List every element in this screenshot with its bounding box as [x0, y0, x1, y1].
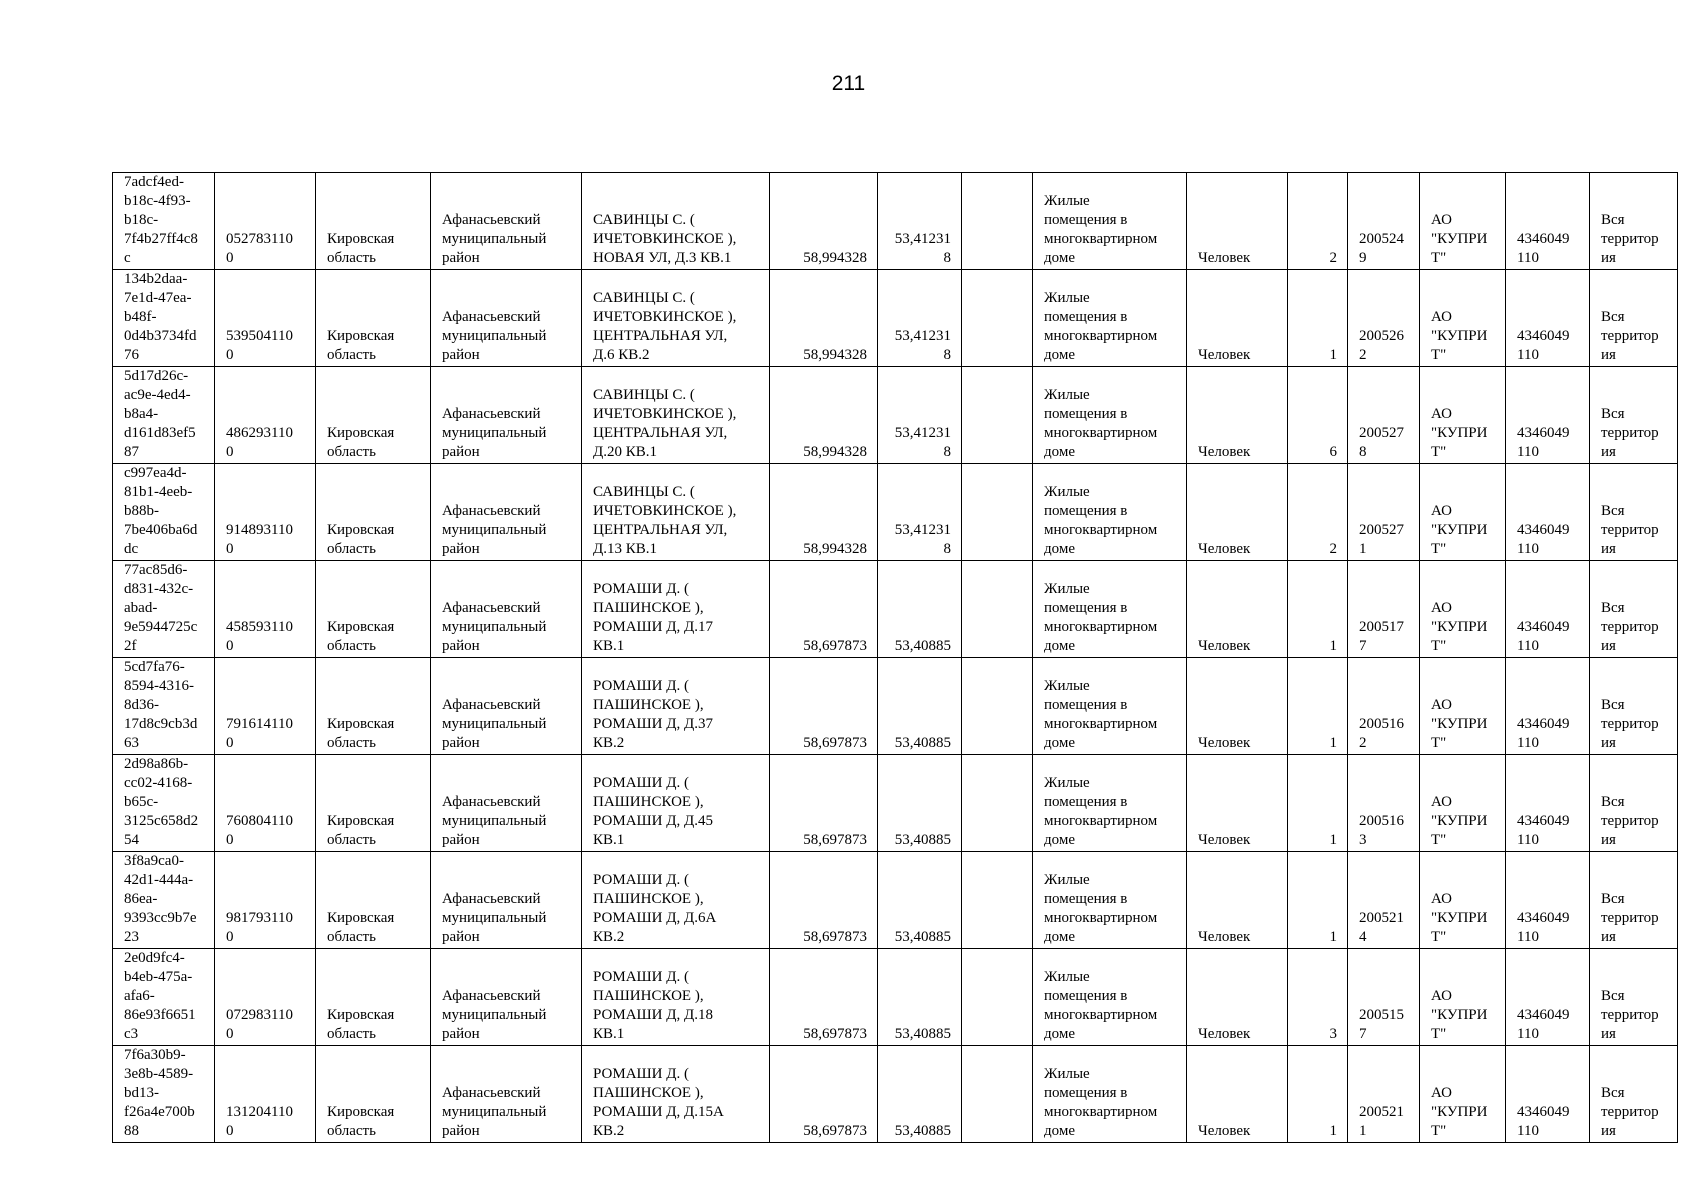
- organization-cell: АО "КУПРИ Т": [1420, 270, 1506, 367]
- latitude-cell: 58,994328: [770, 464, 878, 561]
- table-row: [113, 658, 1678, 755]
- territory-cell: Вся территор ия: [1590, 173, 1678, 270]
- organization-cell: АО "КУПРИ Т": [1420, 173, 1506, 270]
- address-cell: САВИНЦЫ С. ( ИЧЕТОВКИНСКОЕ ), НОВАЯ УЛ, Д.3 КВ.1: [582, 173, 770, 270]
- object-type-cell: Жилые помещения в многоквартирном доме: [1033, 561, 1187, 658]
- code2-cell: 200521 4: [1348, 852, 1420, 949]
- code2-cell: 200527 8: [1348, 367, 1420, 464]
- address-cell: РОМАШИ Д. ( ПАШИНСКОЕ ), РОМАШИ Д, Д.45 КВ.1: [582, 755, 770, 852]
- code2-cell: 200521 1: [1348, 1046, 1420, 1143]
- region-cell: Кировская область: [316, 561, 431, 658]
- region-cell: Кировская область: [316, 270, 431, 367]
- district-cell: Афанасьевский муниципальный район: [431, 949, 582, 1046]
- quantity-cell: 2: [1288, 464, 1348, 561]
- organization-cell: АО "КУПРИ Т": [1420, 561, 1506, 658]
- guid-cell: 2e0d9fc4- b4eb-475a- afa6- 86e93f6651 c3: [113, 949, 215, 1046]
- guid-cell: 5cd7fa76- 8594-4316- 8d36- 17d8c9cb3d 63: [113, 658, 215, 755]
- district-cell: Афанасьевский муниципальный район: [431, 658, 582, 755]
- inn-cell: 4346049 110: [1506, 464, 1590, 561]
- unit-cell: Человек: [1187, 658, 1288, 755]
- table-body: [113, 173, 1678, 1143]
- quantity-cell: 6: [1288, 367, 1348, 464]
- territory-cell: Вся территор ия: [1590, 367, 1678, 464]
- quantity-cell: 1: [1288, 1046, 1348, 1143]
- organization-cell: АО "КУПРИ Т": [1420, 367, 1506, 464]
- territory-cell: Вся территор ия: [1590, 755, 1678, 852]
- district-cell: Афанасьевский муниципальный район: [431, 755, 582, 852]
- longitude-cell: 53,41231 8: [878, 173, 962, 270]
- organization-cell: АО "КУПРИ Т": [1420, 658, 1506, 755]
- region-cell: Кировская область: [316, 367, 431, 464]
- table-row: [113, 561, 1678, 658]
- organization-cell: АО "КУПРИ Т": [1420, 464, 1506, 561]
- object-type-cell: Жилые помещения в многоквартирном доме: [1033, 464, 1187, 561]
- code2-cell: 200526 2: [1348, 270, 1420, 367]
- latitude-cell: 58,994328: [770, 367, 878, 464]
- object-type-cell: Жилые помещения в многоквартирном доме: [1033, 173, 1187, 270]
- region-cell: Кировская область: [316, 1046, 431, 1143]
- guid-cell: c997ea4d- 81b1-4eeb- b88b- 7be406ba6d dc: [113, 464, 215, 561]
- organization-cell: АО "КУПРИ Т": [1420, 852, 1506, 949]
- latitude-cell: 58,697873: [770, 561, 878, 658]
- territory-cell: Вся территор ия: [1590, 658, 1678, 755]
- empty-cell: [962, 852, 1033, 949]
- guid-cell: 77ac85d6- d831-432c- abad- 9e5944725c 2f: [113, 561, 215, 658]
- address-cell: РОМАШИ Д. ( ПАШИНСКОЕ ), РОМАШИ Д, Д.17 КВ.1: [582, 561, 770, 658]
- region-cell: Кировская область: [316, 464, 431, 561]
- quantity-cell: 1: [1288, 658, 1348, 755]
- table-row: [113, 1046, 1678, 1143]
- object-type-cell: Жилые помещения в многоквартирном доме: [1033, 755, 1187, 852]
- code-cell: 072983110 0: [215, 949, 316, 1046]
- inn-cell: 4346049 110: [1506, 270, 1590, 367]
- longitude-cell: 53,40885: [878, 852, 962, 949]
- inn-cell: 4346049 110: [1506, 367, 1590, 464]
- unit-cell: Человек: [1187, 270, 1288, 367]
- code2-cell: 200515 7: [1348, 949, 1420, 1046]
- address-cell: САВИНЦЫ С. ( ИЧЕТОВКИНСКОЕ ), ЦЕНТРАЛЬНАЯ УЛ, Д.13 КВ.1: [582, 464, 770, 561]
- quantity-cell: 1: [1288, 755, 1348, 852]
- table-row: [113, 173, 1678, 270]
- organization-cell: АО "КУПРИ Т": [1420, 949, 1506, 1046]
- unit-cell: Человек: [1187, 949, 1288, 1046]
- guid-cell: 5d17d26c- ac9e-4ed4- b8a4- d161d83ef5 87: [113, 367, 215, 464]
- latitude-cell: 58,994328: [770, 270, 878, 367]
- code-cell: 539504110 0: [215, 270, 316, 367]
- longitude-cell: 53,40885: [878, 658, 962, 755]
- guid-cell: 134b2daa- 7e1d-47ea- b48f- 0d4b3734fd 76: [113, 270, 215, 367]
- region-cell: Кировская область: [316, 852, 431, 949]
- unit-cell: Человек: [1187, 561, 1288, 658]
- object-type-cell: Жилые помещения в многоквартирном доме: [1033, 852, 1187, 949]
- unit-cell: Человек: [1187, 367, 1288, 464]
- empty-cell: [962, 367, 1033, 464]
- code-cell: 052783110 0: [215, 173, 316, 270]
- territory-cell: Вся территор ия: [1590, 561, 1678, 658]
- inn-cell: 4346049 110: [1506, 949, 1590, 1046]
- longitude-cell: 53,40885: [878, 755, 962, 852]
- guid-cell: 7adcf4ed- b18c-4f93- b18c- 7f4b27ff4c8 c: [113, 173, 215, 270]
- address-cell: РОМАШИ Д. ( ПАШИНСКОЕ ), РОМАШИ Д, Д.6А КВ.2: [582, 852, 770, 949]
- longitude-cell: 53,40885: [878, 561, 962, 658]
- empty-cell: [962, 561, 1033, 658]
- latitude-cell: 58,697873: [770, 949, 878, 1046]
- quantity-cell: 3: [1288, 949, 1348, 1046]
- code-cell: 131204110 0: [215, 1046, 316, 1143]
- guid-cell: 3f8a9ca0- 42d1-444a- 86ea- 9393cc9b7e 23: [113, 852, 215, 949]
- address-cell: САВИНЦЫ С. ( ИЧЕТОВКИНСКОЕ ), ЦЕНТРАЛЬНАЯ УЛ, Д.6 КВ.2: [582, 270, 770, 367]
- region-cell: Кировская область: [316, 755, 431, 852]
- longitude-cell: 53,40885: [878, 1046, 962, 1143]
- district-cell: Афанасьевский муниципальный район: [431, 464, 582, 561]
- address-cell: РОМАШИ Д. ( ПАШИНСКОЕ ), РОМАШИ Д, Д.15А КВ.2: [582, 1046, 770, 1143]
- page-number: 211: [831, 72, 866, 95]
- latitude-cell: 58,697873: [770, 852, 878, 949]
- object-type-cell: Жилые помещения в многоквартирном доме: [1033, 270, 1187, 367]
- object-type-cell: Жилые помещения в многоквартирном доме: [1033, 949, 1187, 1046]
- table-row: [113, 464, 1678, 561]
- address-cell: РОМАШИ Д. ( ПАШИНСКОЕ ), РОМАШИ Д, Д.37 КВ.2: [582, 658, 770, 755]
- code2-cell: 200524 9: [1348, 173, 1420, 270]
- quantity-cell: 1: [1288, 852, 1348, 949]
- empty-cell: [962, 658, 1033, 755]
- longitude-cell: 53,41231 8: [878, 464, 962, 561]
- object-type-cell: Жилые помещения в многоквартирном доме: [1033, 367, 1187, 464]
- region-cell: Кировская область: [316, 658, 431, 755]
- code-cell: 486293110 0: [215, 367, 316, 464]
- unit-cell: Человек: [1187, 852, 1288, 949]
- guid-cell: 7f6a30b9- 3e8b-4589- bd13- f26a4e700b 88: [113, 1046, 215, 1143]
- district-cell: Афанасьевский муниципальный район: [431, 270, 582, 367]
- organization-cell: АО "КУПРИ Т": [1420, 755, 1506, 852]
- object-type-cell: Жилые помещения в многоквартирном доме: [1033, 658, 1187, 755]
- object-type-cell: Жилые помещения в многоквартирном доме: [1033, 1046, 1187, 1143]
- code-cell: 760804110 0: [215, 755, 316, 852]
- inn-cell: 4346049 110: [1506, 658, 1590, 755]
- territory-cell: Вся территор ия: [1590, 949, 1678, 1046]
- empty-cell: [962, 755, 1033, 852]
- inn-cell: 4346049 110: [1506, 561, 1590, 658]
- inn-cell: 4346049 110: [1506, 173, 1590, 270]
- organization-cell: АО "КУПРИ Т": [1420, 1046, 1506, 1143]
- district-cell: Афанасьевский муниципальный район: [431, 173, 582, 270]
- table-row: [113, 755, 1678, 852]
- code-cell: 791614110 0: [215, 658, 316, 755]
- code2-cell: 200516 2: [1348, 658, 1420, 755]
- longitude-cell: 53,41231 8: [878, 367, 962, 464]
- unit-cell: Человек: [1187, 755, 1288, 852]
- territory-cell: Вся территор ия: [1590, 270, 1678, 367]
- territory-cell: Вся территор ия: [1590, 464, 1678, 561]
- region-cell: Кировская область: [316, 173, 431, 270]
- address-cell: РОМАШИ Д. ( ПАШИНСКОЕ ), РОМАШИ Д, Д.18 КВ.1: [582, 949, 770, 1046]
- territory-cell: Вся территор ия: [1590, 852, 1678, 949]
- table-row: [113, 949, 1678, 1046]
- inn-cell: 4346049 110: [1506, 852, 1590, 949]
- code-cell: 914893110 0: [215, 464, 316, 561]
- code-cell: 981793110 0: [215, 852, 316, 949]
- table-row: [113, 367, 1678, 464]
- code2-cell: 200516 3: [1348, 755, 1420, 852]
- empty-cell: [962, 173, 1033, 270]
- district-cell: Афанасьевский муниципальный район: [431, 852, 582, 949]
- unit-cell: Человек: [1187, 173, 1288, 270]
- latitude-cell: 58,697873: [770, 1046, 878, 1143]
- inn-cell: 4346049 110: [1506, 1046, 1590, 1143]
- district-cell: Афанасьевский муниципальный район: [431, 367, 582, 464]
- latitude-cell: 58,697873: [770, 658, 878, 755]
- longitude-cell: 53,40885: [878, 949, 962, 1046]
- unit-cell: Человек: [1187, 464, 1288, 561]
- table-row: [113, 852, 1678, 949]
- district-cell: Афанасьевский муниципальный район: [431, 561, 582, 658]
- code-cell: 458593110 0: [215, 561, 316, 658]
- data-table: [112, 172, 1678, 1143]
- empty-cell: [962, 949, 1033, 1046]
- code2-cell: 200517 7: [1348, 561, 1420, 658]
- quantity-cell: 1: [1288, 561, 1348, 658]
- region-cell: Кировская область: [316, 949, 431, 1046]
- latitude-cell: 58,994328: [770, 173, 878, 270]
- district-cell: Афанасьевский муниципальный район: [431, 1046, 582, 1143]
- empty-cell: [962, 270, 1033, 367]
- unit-cell: Человек: [1187, 1046, 1288, 1143]
- guid-cell: 2d98a86b- cc02-4168- b65c- 3125c658d2 54: [113, 755, 215, 852]
- code2-cell: 200527 1: [1348, 464, 1420, 561]
- quantity-cell: 2: [1288, 173, 1348, 270]
- territory-cell: Вся территор ия: [1590, 1046, 1678, 1143]
- empty-cell: [962, 1046, 1033, 1143]
- longitude-cell: 53,41231 8: [878, 270, 962, 367]
- table-row: [113, 270, 1678, 367]
- quantity-cell: 1: [1288, 270, 1348, 367]
- address-cell: САВИНЦЫ С. ( ИЧЕТОВКИНСКОЕ ), ЦЕНТРАЛЬНАЯ УЛ, Д.20 КВ.1: [582, 367, 770, 464]
- inn-cell: 4346049 110: [1506, 755, 1590, 852]
- empty-cell: [962, 464, 1033, 561]
- latitude-cell: 58,697873: [770, 755, 878, 852]
